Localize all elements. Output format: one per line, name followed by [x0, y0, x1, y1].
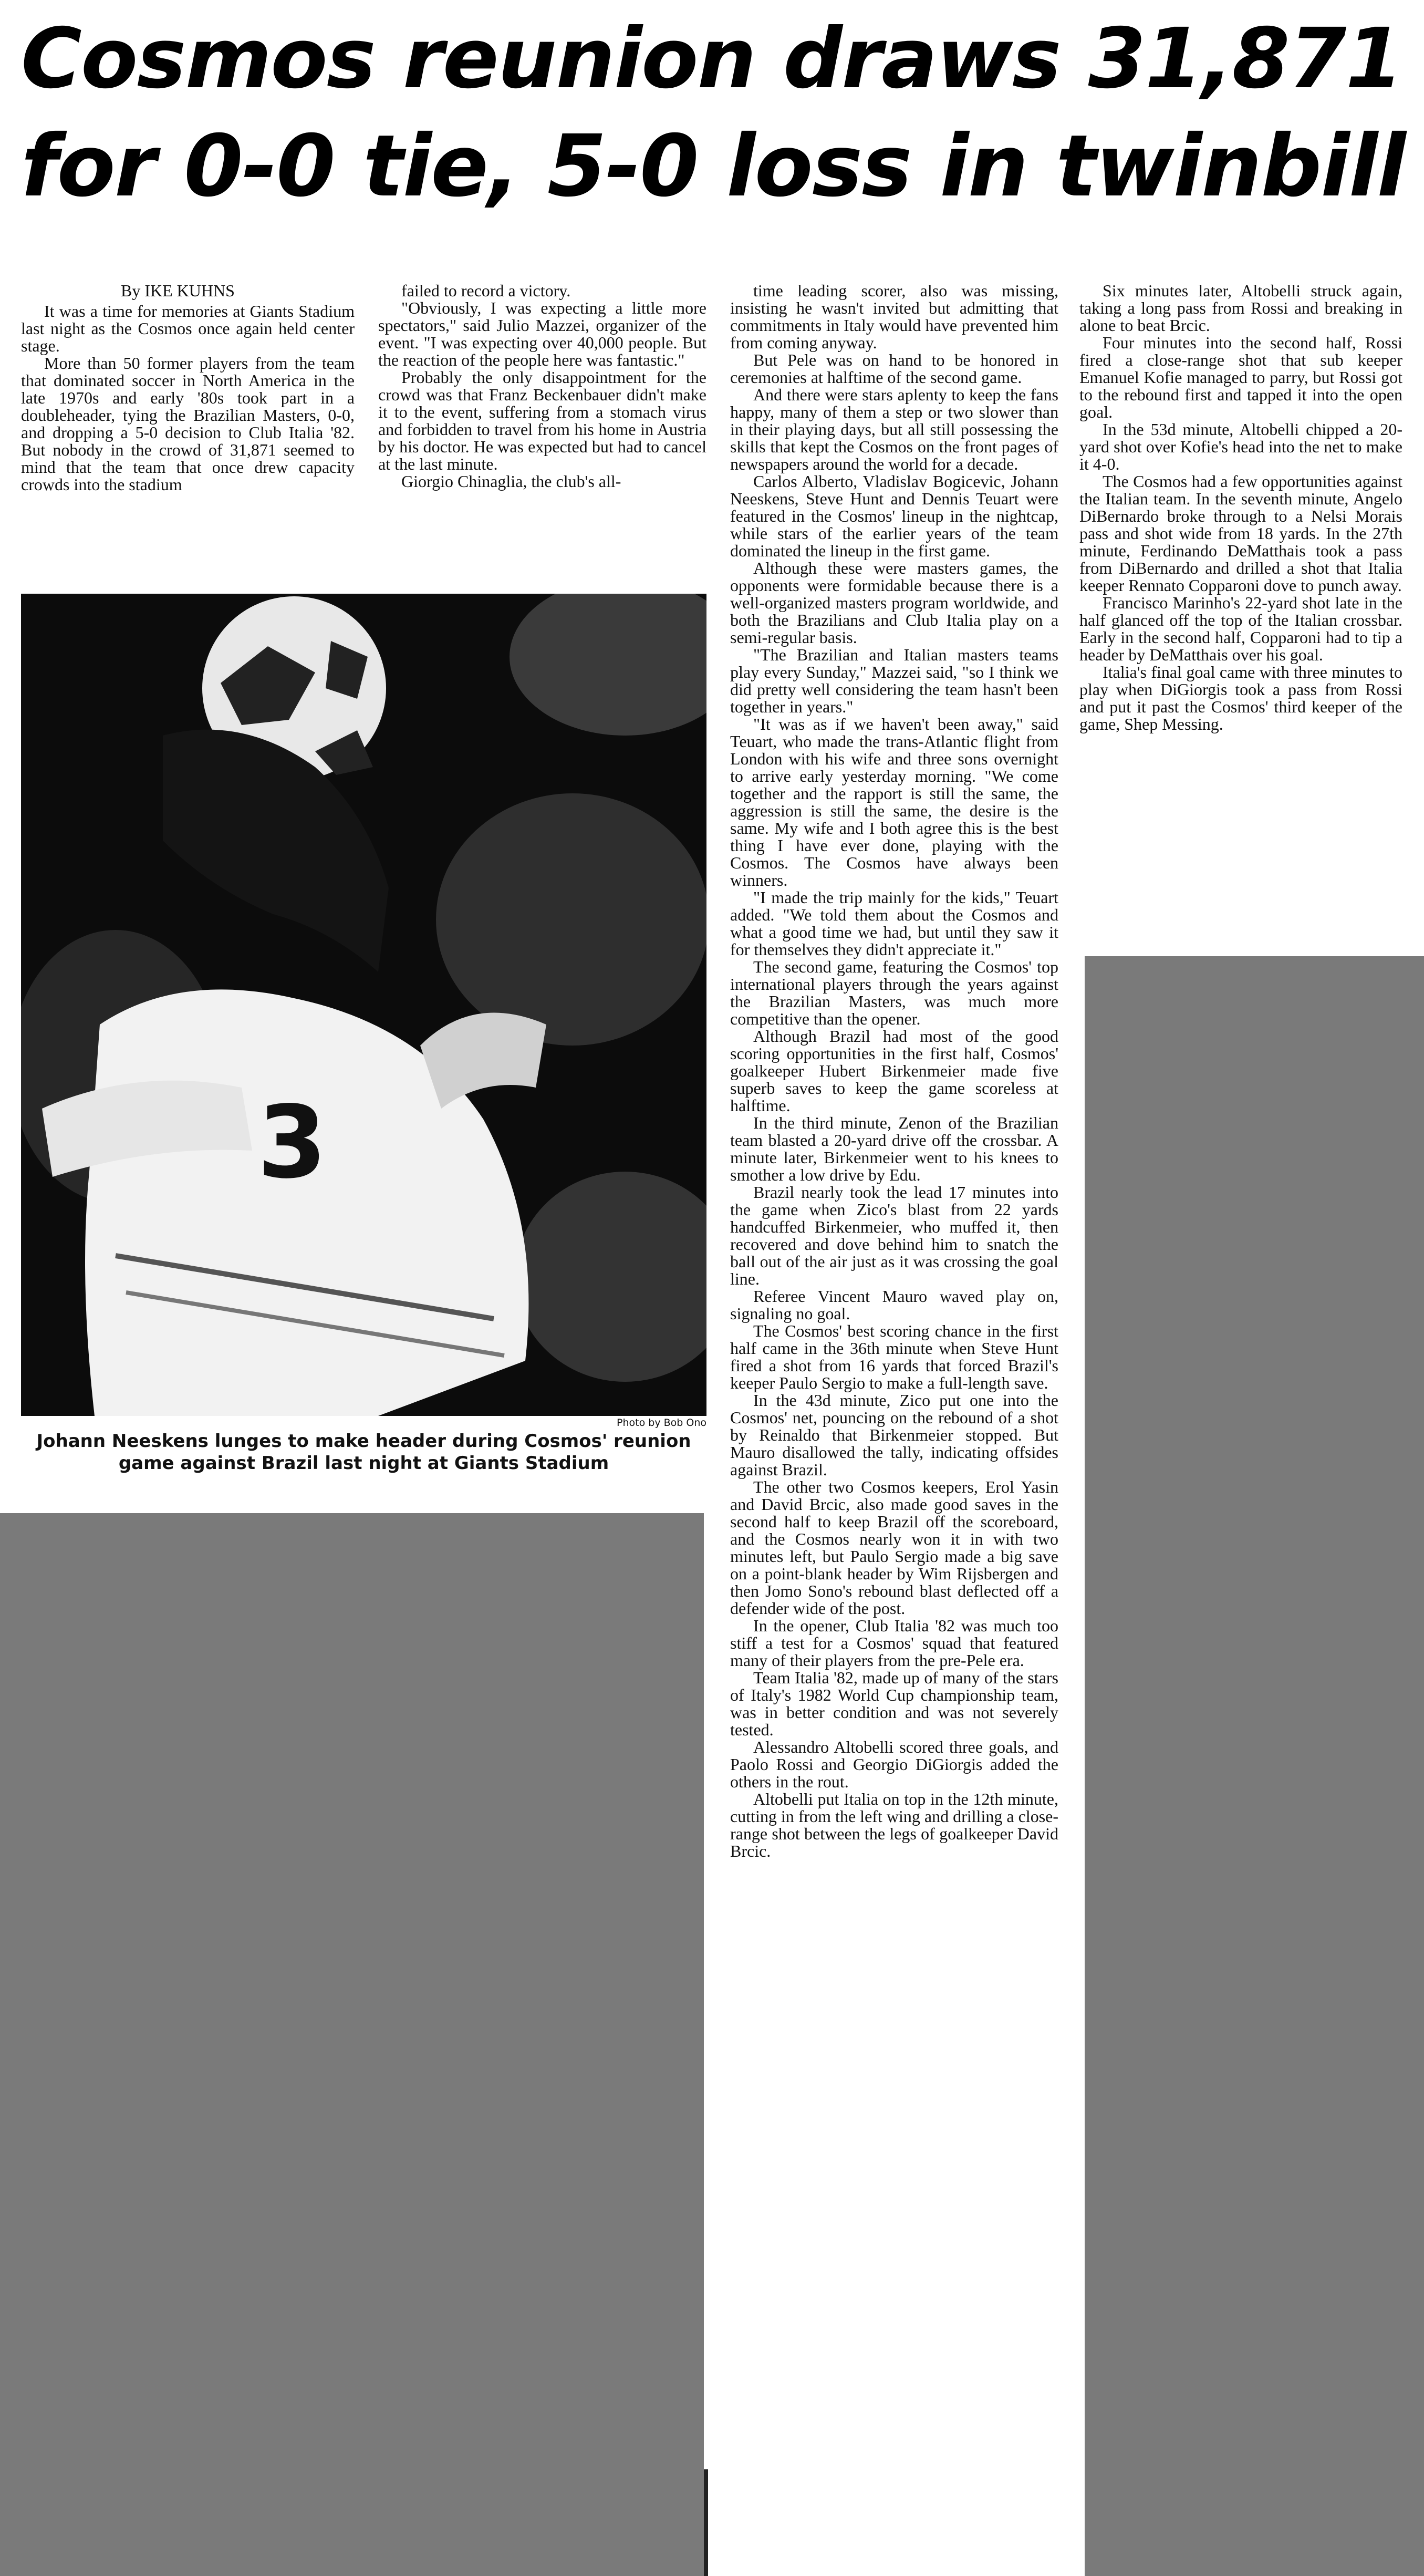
soccer-header-photo: [21, 594, 706, 1416]
paragraph: Although Brazil had most of the good scoring opportunities in the first half, Cosmos' goalkeeper Hubert Birkenmeier made five superb saves to keep the game scoreless at halftime.: [730, 1027, 1058, 1115]
paragraph: Referee Vincent Mauro waved play on, signaling no goal.: [730, 1287, 1058, 1323]
paragraph: "It was as if we haven't been away," said Teuart, who made the trans-Atlantic flight from London with his wife and three sons overnight to arrive early yesterday morning. "We come together and the rapport is still the same, the aggression is still the same, the desire is the same. My wife and I both agree this is the best thing I have ever done, playing with the Cosmos. The Cosmos have always been winners.: [730, 715, 1058, 889]
paragraph: "I made the trip mainly for the kids," Teuart added. "We told them about the Cosmos and what a good time we had, but until they saw it for themselves they didn't appreciate it.": [730, 888, 1058, 959]
paragraph: "Obviously, I was expecting a little more spectators," said Julio Mazzei, organizer of the event. "I was expecting over 40,000 people. But the reaction of the people here was fantastic.": [378, 298, 706, 369]
headline-line-2: for 0-0 tie, 5-0 loss in twinbill: [21, 117, 1405, 216]
paragraph: In the opener, Club Italia '82 was much too stiff a test for a Cosmos' squad that featured many of their players from the pre-Pele era.: [730, 1616, 1058, 1670]
paragraph: In the third minute, Zenon of the Brazilian team blasted a 20-yard drive off the crossbar. A minute later, Birkenmeier went to his knees to smother a low drive by Edu.: [730, 1113, 1058, 1184]
column-rule-left: [704, 2469, 708, 2576]
headline: [21, 5, 1408, 231]
paragraph: And there were stars aplenty to keep the fans happy, many of them a step or two slower than in their playing days, but all still possessing the skills that kept the Cosmos on the front pages of newspapers around the world for a decade.: [730, 385, 1058, 473]
paragraph: The Cosmos had a few opportunities against the Italian team. In the seventh minute, Angelo DiBernardo broke through to a Nelsi Morais pass and shot wide from 18 yards. In the 27th minute, Ferdinando DeMatthais took a pass from DiBernardo and drilled a shot that Italia keeper Rennato Copparoni dove to punch away.: [1079, 472, 1402, 595]
svg-text:3: 3: [257, 1084, 327, 1201]
paragraph: Brazil nearly took the lead 17 minutes into the game when Zico's blast from 22 yards handcuffed Birkenmeier, who muffed it, then recovered and dove behind him to snatch the ball out of the air just as it was crossing the goal line.: [730, 1183, 1058, 1288]
article-column-4: [1079, 282, 1402, 733]
paragraph: Carlos Alberto, Vladislav Bogicevic, Johann Neeskens, Steve Hunt and Dennis Teuart were featured in the Cosmos' lineup in the nightcap, while stars of the earlier years of the team dominated the lineup in the first game.: [730, 472, 1058, 560]
paragraph: In the 43d minute, Zico put one into the Cosmos' net, pouncing on the rebound of a shot by Reinaldo that Birkenmeier stopped. But Mauro disallowed the tally, indicating offsides against Brazil.: [730, 1391, 1058, 1479]
news-photo: [21, 594, 706, 1416]
paragraph: Probably the only disappointment for the crowd was that Franz Beckenbauer didn't make it to the event, suffering from a stomach virus and forbidden to travel from his home in Austria by his doctor. He was expected but had to cancel at the last minute.: [378, 368, 706, 473]
paragraph: More than 50 former players from the team that dominated soccer in North America in the late 1970s and early '80s took part in a doubleheader, tying the Brazilian Masters, 0-0, and dropping a 5-0 decision to Club Italia '82. But nobody in the crowd of 31,871 seemed to mind that the team that once drew capacity crowds into the stadium: [21, 354, 355, 494]
paragraph: Four minutes into the second half, Rossi fired a close-range shot that sub keeper Emanuel Kofie managed to parry, but Rossi got to the rebound first and tapped it into the open goal.: [1079, 333, 1402, 421]
paragraph: Team Italia '82, made up of many of the stars of Italy's 1982 World Cup championship team, was in better condition and was not severely tested.: [730, 1668, 1058, 1739]
paragraph: In the 53d minute, Altobelli chipped a 20-yard shot over Kofie's head into the net to make it 4-0.: [1079, 420, 1402, 473]
headline-line-1: Cosmos reunion draws 31,871: [21, 11, 1402, 107]
byline: By IKE KUHNS: [121, 281, 235, 300]
paragraph: Six minutes later, Altobelli struck again, taking a long pass from Rossi and breaking in alone to beat Brcic.: [1079, 281, 1402, 335]
paragraph: Although these were masters games, the opponents were formidable because there is a well-organized masters program worldwide, and both the Brazilians and Club Italia play on a semi-regular basis.: [730, 558, 1058, 647]
paragraph: The second game, featuring the Cosmos' top international players through the years against the Brazilian Masters, was much more competitive than the opener.: [730, 957, 1058, 1028]
paragraph: But Pele was on hand to be honored in ceremonies at halftime of the second game.: [730, 350, 1058, 387]
paragraph: The Cosmos' best scoring chance in the first half came in the 36th minute when Steve Hunt fired a shot from 16 yards that forced Brazil's keeper Paulo Sergio to make a full-length save.: [730, 1321, 1058, 1392]
photo-caption: Johann Neeskens lunges to make header during Cosmos' reunion game against Brazil last night at Giants Stadium: [36, 1431, 691, 1474]
paragraph: Giorgio Chinaglia, the club's all-: [401, 472, 621, 491]
article-column-3: [730, 282, 1058, 1860]
paragraph: "The Brazilian and Italian masters teams play every Sunday," Mazzei said, "so I think we did pretty well considering the team hasn't been together in years.": [730, 645, 1058, 716]
paragraph: Alessandro Altobelli scored three goals, and Paolo Rossi and Georgio DiGiorgis added the others in the rout.: [730, 1737, 1058, 1791]
paragraph: It was a time for memories at Giants Stadium last night as the Cosmos once again held center stage.: [21, 302, 355, 355]
paragraph: failed to record a victory.: [401, 281, 571, 300]
article-column-1: [21, 282, 355, 493]
paragraph: The other two Cosmos keepers, Erol Yasin and David Brcic, also made good saves in the second half to keep Brazil off the scoreboard, and the Cosmos nearly won it in with two minutes left, but Paulo Sergio made a big save on a point-blank header by Wim Rijsbergen and then Jomo Sono's rebound blast deflected off a defender wide of the post.: [730, 1477, 1058, 1618]
paragraph: Altobelli put Italia on top in the 12th minute, cutting in from the left wing and drilling a close-range shot between the legs of goalkeeper David Brcic.: [730, 1789, 1058, 1860]
article-column-2: [378, 282, 706, 490]
paragraph: Francisco Marinho's 22-yard shot late in the half glanced off the top of the Italian crossbar. Early in the second half, Copparoni had to tip a header by DeMatthais over his goal.: [1079, 593, 1402, 664]
paragraph: time leading scorer, also was missing, insisting he wasn't invited but admitting that commitments in Italy would have prevented him from coming anyway.: [730, 281, 1058, 352]
paragraph: Italia's final goal came with three minutes to play when DiGiorgis took a pass from Rossi and put it past the Cosmos' third keeper of the game, Shep Messing.: [1079, 663, 1402, 733]
photo-credit: Photo by Bob Ono: [617, 1417, 706, 1429]
